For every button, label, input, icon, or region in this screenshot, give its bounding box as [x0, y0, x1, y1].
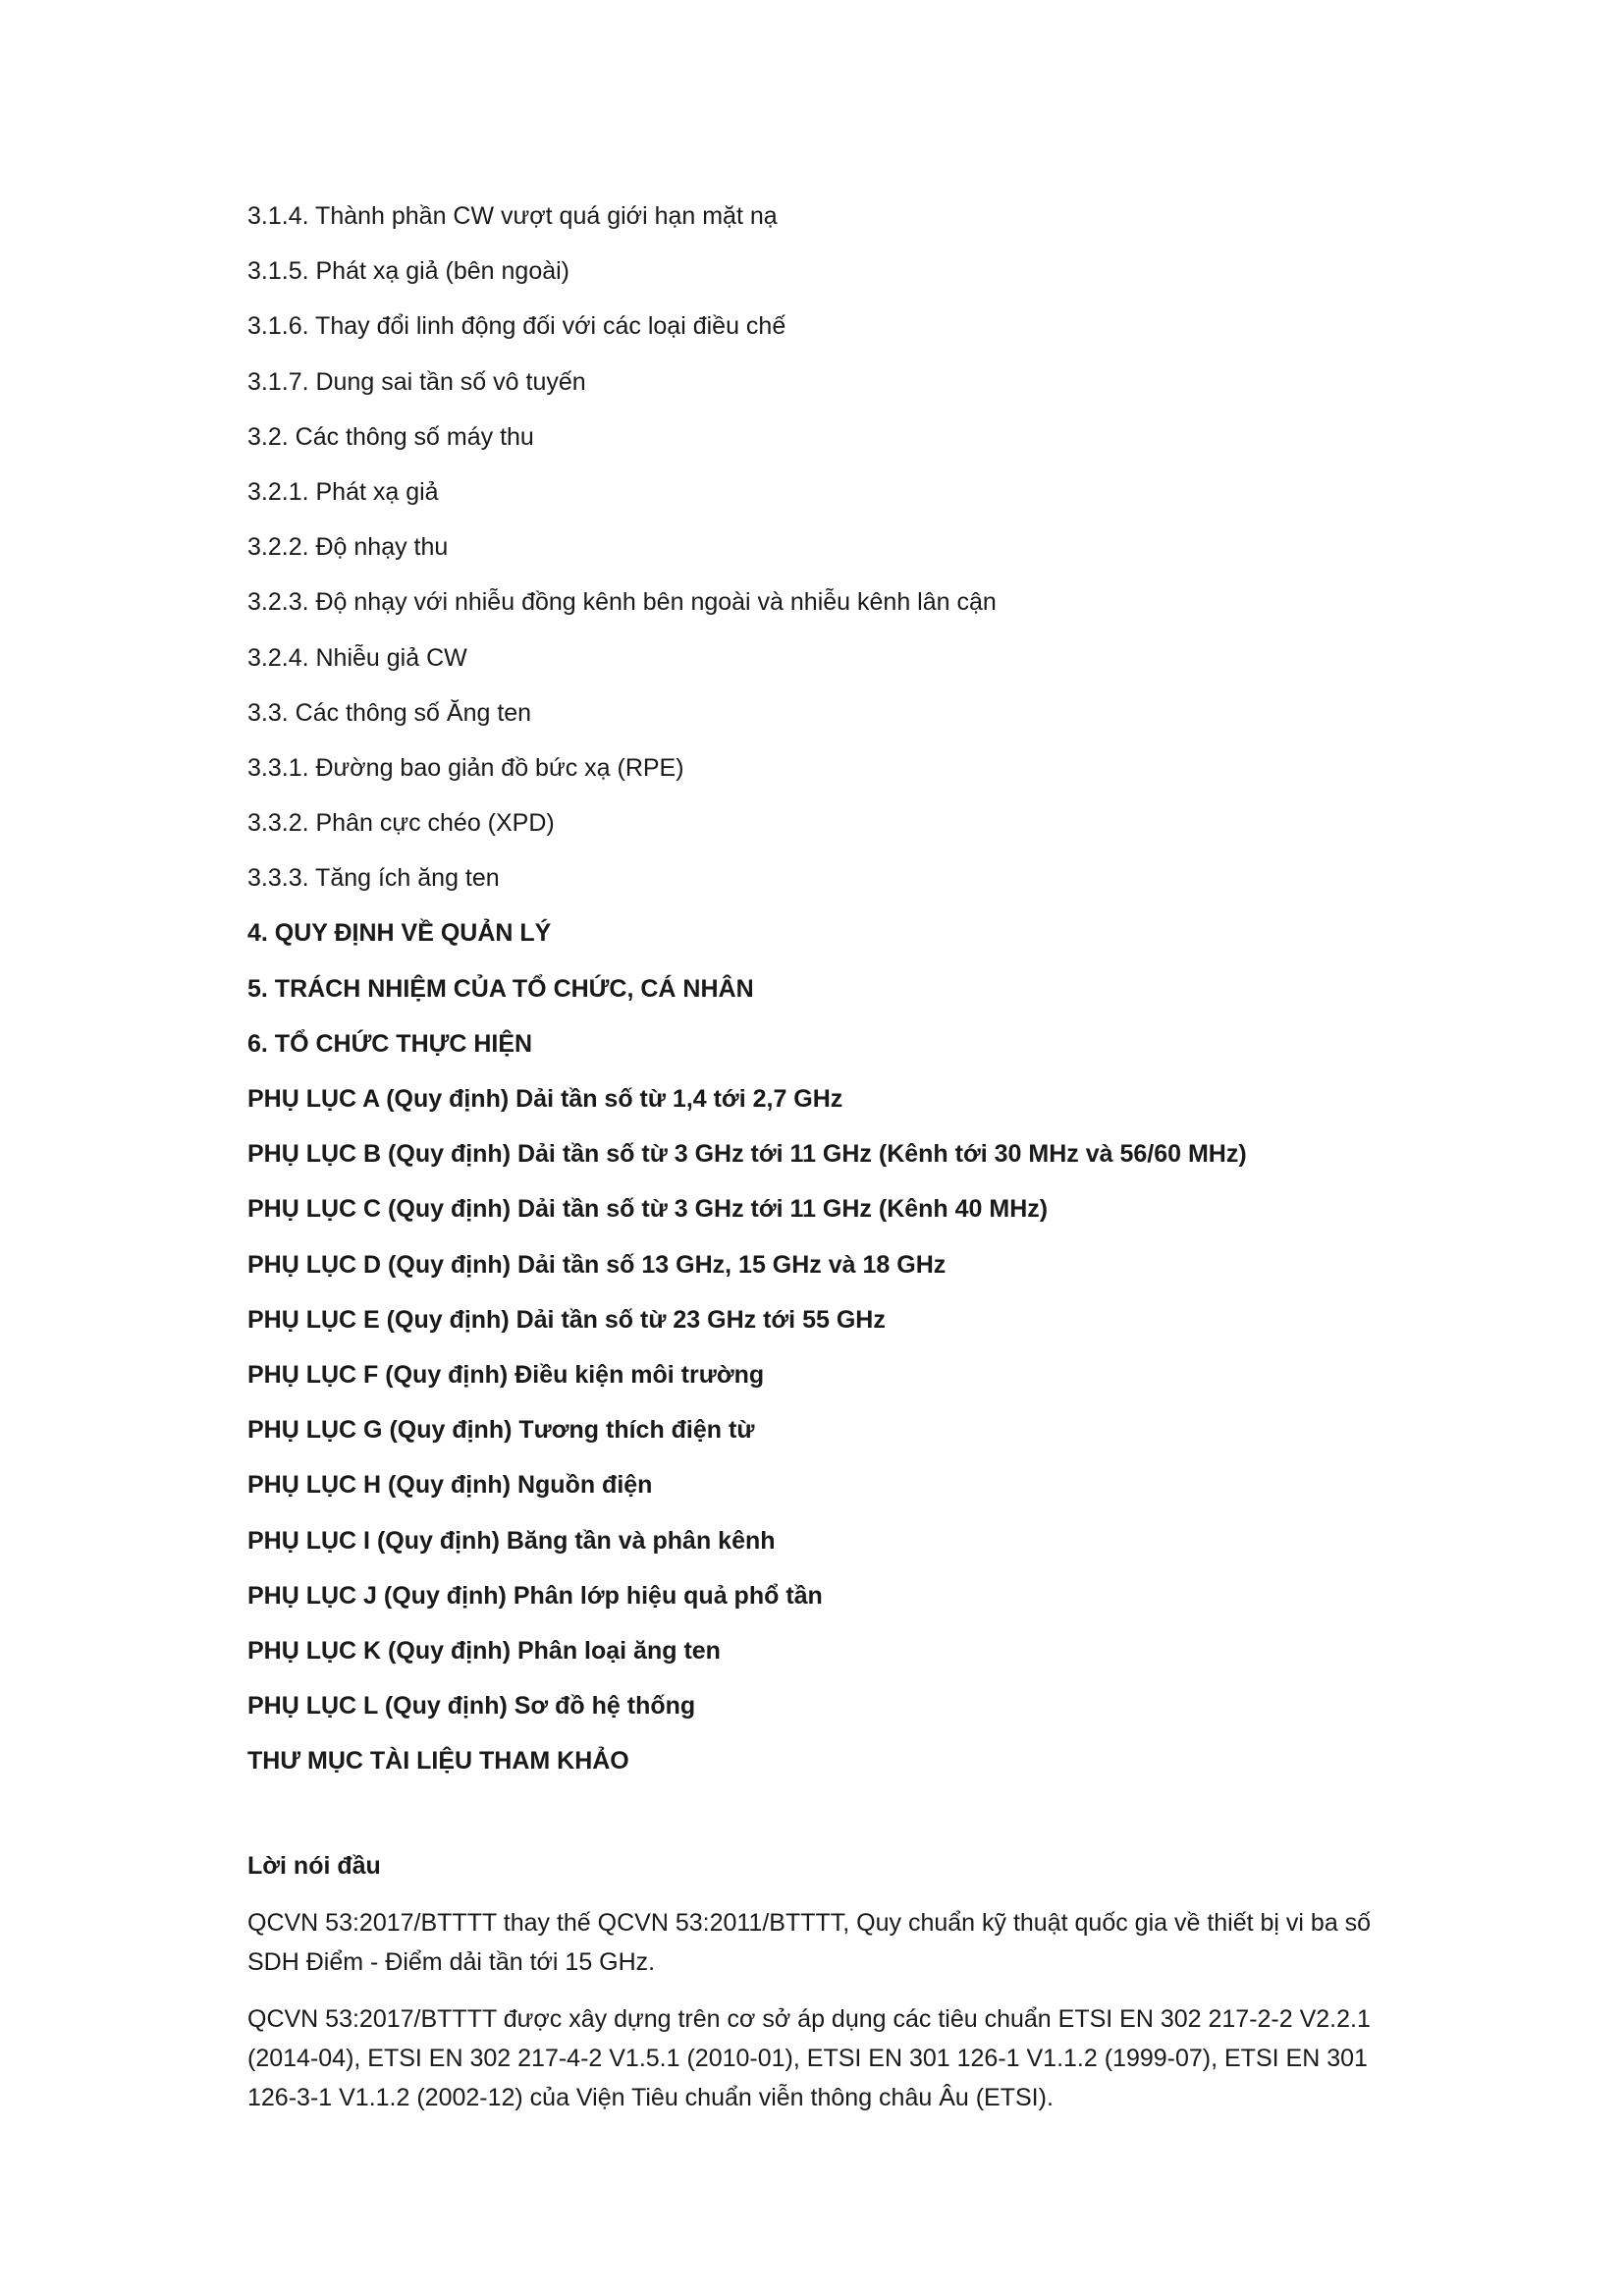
- toc-entry: PHỤ LỤC H (Quy định) Nguồn điện: [247, 1471, 653, 1500]
- toc-entry: 3.1.5. Phát xạ giả (bên ngoài): [247, 257, 570, 286]
- toc-entry: 3.2.1. Phát xạ giả: [247, 477, 439, 506]
- toc-entry: 3.3. Các thông số Ăng ten: [247, 698, 532, 727]
- toc-entry: 3.2. Các thông số máy thu: [247, 422, 534, 451]
- preface-heading: Lời nói đầu: [247, 1852, 381, 1880]
- toc-entry: PHỤ LỤC J (Quy định) Phân lớp hiệu quả phổ tần: [247, 1581, 823, 1610]
- table-of-contents: [247, 196, 1426, 1796]
- toc-entry: 3.1.4. Thành phần CW vượt quá giới hạn mặt nạ: [247, 202, 778, 230]
- toc-entry: 3.2.2. Độ nhạy thu: [247, 533, 449, 562]
- toc-entry: PHỤ LỤC D (Quy định) Dải tần số 13 GHz, 15 GHz và 18 GHz: [247, 1250, 947, 1279]
- toc-entry: PHỤ LỤC B (Quy định) Dải tần số từ 3 GHz tới 11 GHz (Kênh tới 30 MHz và 56/60 MHz): [247, 1140, 1247, 1169]
- toc-entry: PHỤ LỤC F (Quy định) Điều kiện môi trường: [247, 1360, 765, 1389]
- toc-entry: PHỤ LỤC L (Quy định) Sơ đồ hệ thống: [247, 1692, 696, 1721]
- toc-entry: THƯ MỤC TÀI LIỆU THAM KHẢO: [247, 1747, 629, 1776]
- preface-section: [247, 1846, 1386, 2135]
- toc-entry: PHỤ LỤC K (Quy định) Phân loại ăng ten: [247, 1636, 721, 1665]
- toc-entry: PHỤ LỤC C (Quy định) Dải tần số từ 3 GHz tới 11 GHz (Kênh 40 MHz): [247, 1195, 1049, 1224]
- toc-entry: 3.1.6. Thay đổi linh động đối với các loại điều chế: [247, 312, 786, 341]
- toc-entry: PHỤ LỤC E (Quy định) Dải tần số từ 23 GHz tới 55 GHz: [247, 1305, 886, 1334]
- toc-entry: PHỤ LỤC G (Quy định) Tương thích điện từ: [247, 1416, 755, 1445]
- toc-entry: 3.2.3. Độ nhạy với nhiễu đồng kênh bên ngoài và nhiễu kênh lân cận: [247, 588, 997, 617]
- toc-entry: 5. TRÁCH NHIỆM CỦA TỔ CHỨC, CÁ NHÂN: [247, 974, 754, 1003]
- toc-entry: 3.3.1. Đường bao giản đồ bức xạ (RPE): [247, 753, 684, 782]
- toc-entry: 3.1.7. Dung sai tần số vô tuyến: [247, 367, 586, 396]
- toc-entry: 4. QUY ĐỊNH VỀ QUẢN LÝ: [247, 919, 552, 948]
- preface-paragraph: QCVN 53:2017/BTTTT được xây dựng trên cơ sở áp dụng các tiêu chuẩn ETSI EN 302 217-2-2 V2.2.1 (2014-04), ETSI EN 302 217-4-2 V1.5.1 (2010-01), ETSI EN 301 126-1 V1.1.2 (1999-07), ETSI EN 301 126-3-1 V1.1.2 (2002-12) của Viện Tiêu chuẩn viễn thông châu Âu (ETSI).: [247, 2005, 1371, 2111]
- toc-entry: PHỤ LỤC I (Quy định) Băng tần và phân kênh: [247, 1526, 776, 1555]
- toc-entry: 6. TỔ CHỨC THỰC HIỆN: [247, 1029, 533, 1058]
- toc-entry: 3.2.4. Nhiễu giả CW: [247, 643, 467, 672]
- toc-entry: 3.3.2. Phân cực chéo (XPD): [247, 809, 555, 838]
- toc-entry: 3.3.3. Tăng ích ăng ten: [247, 864, 500, 893]
- preface-paragraph: QCVN 53:2017/BTTTT thay thế QCVN 53:2011/BTTTT, Quy chuẩn kỹ thuật quốc gia về thiết bị vi ba số SDH Điểm - Điểm dải tần tới 15 GHz.: [247, 1909, 1372, 1976]
- toc-entry: PHỤ LỤC A (Quy định) Dải tần số từ 1,4 tới 2,7 GHz: [247, 1085, 843, 1113]
